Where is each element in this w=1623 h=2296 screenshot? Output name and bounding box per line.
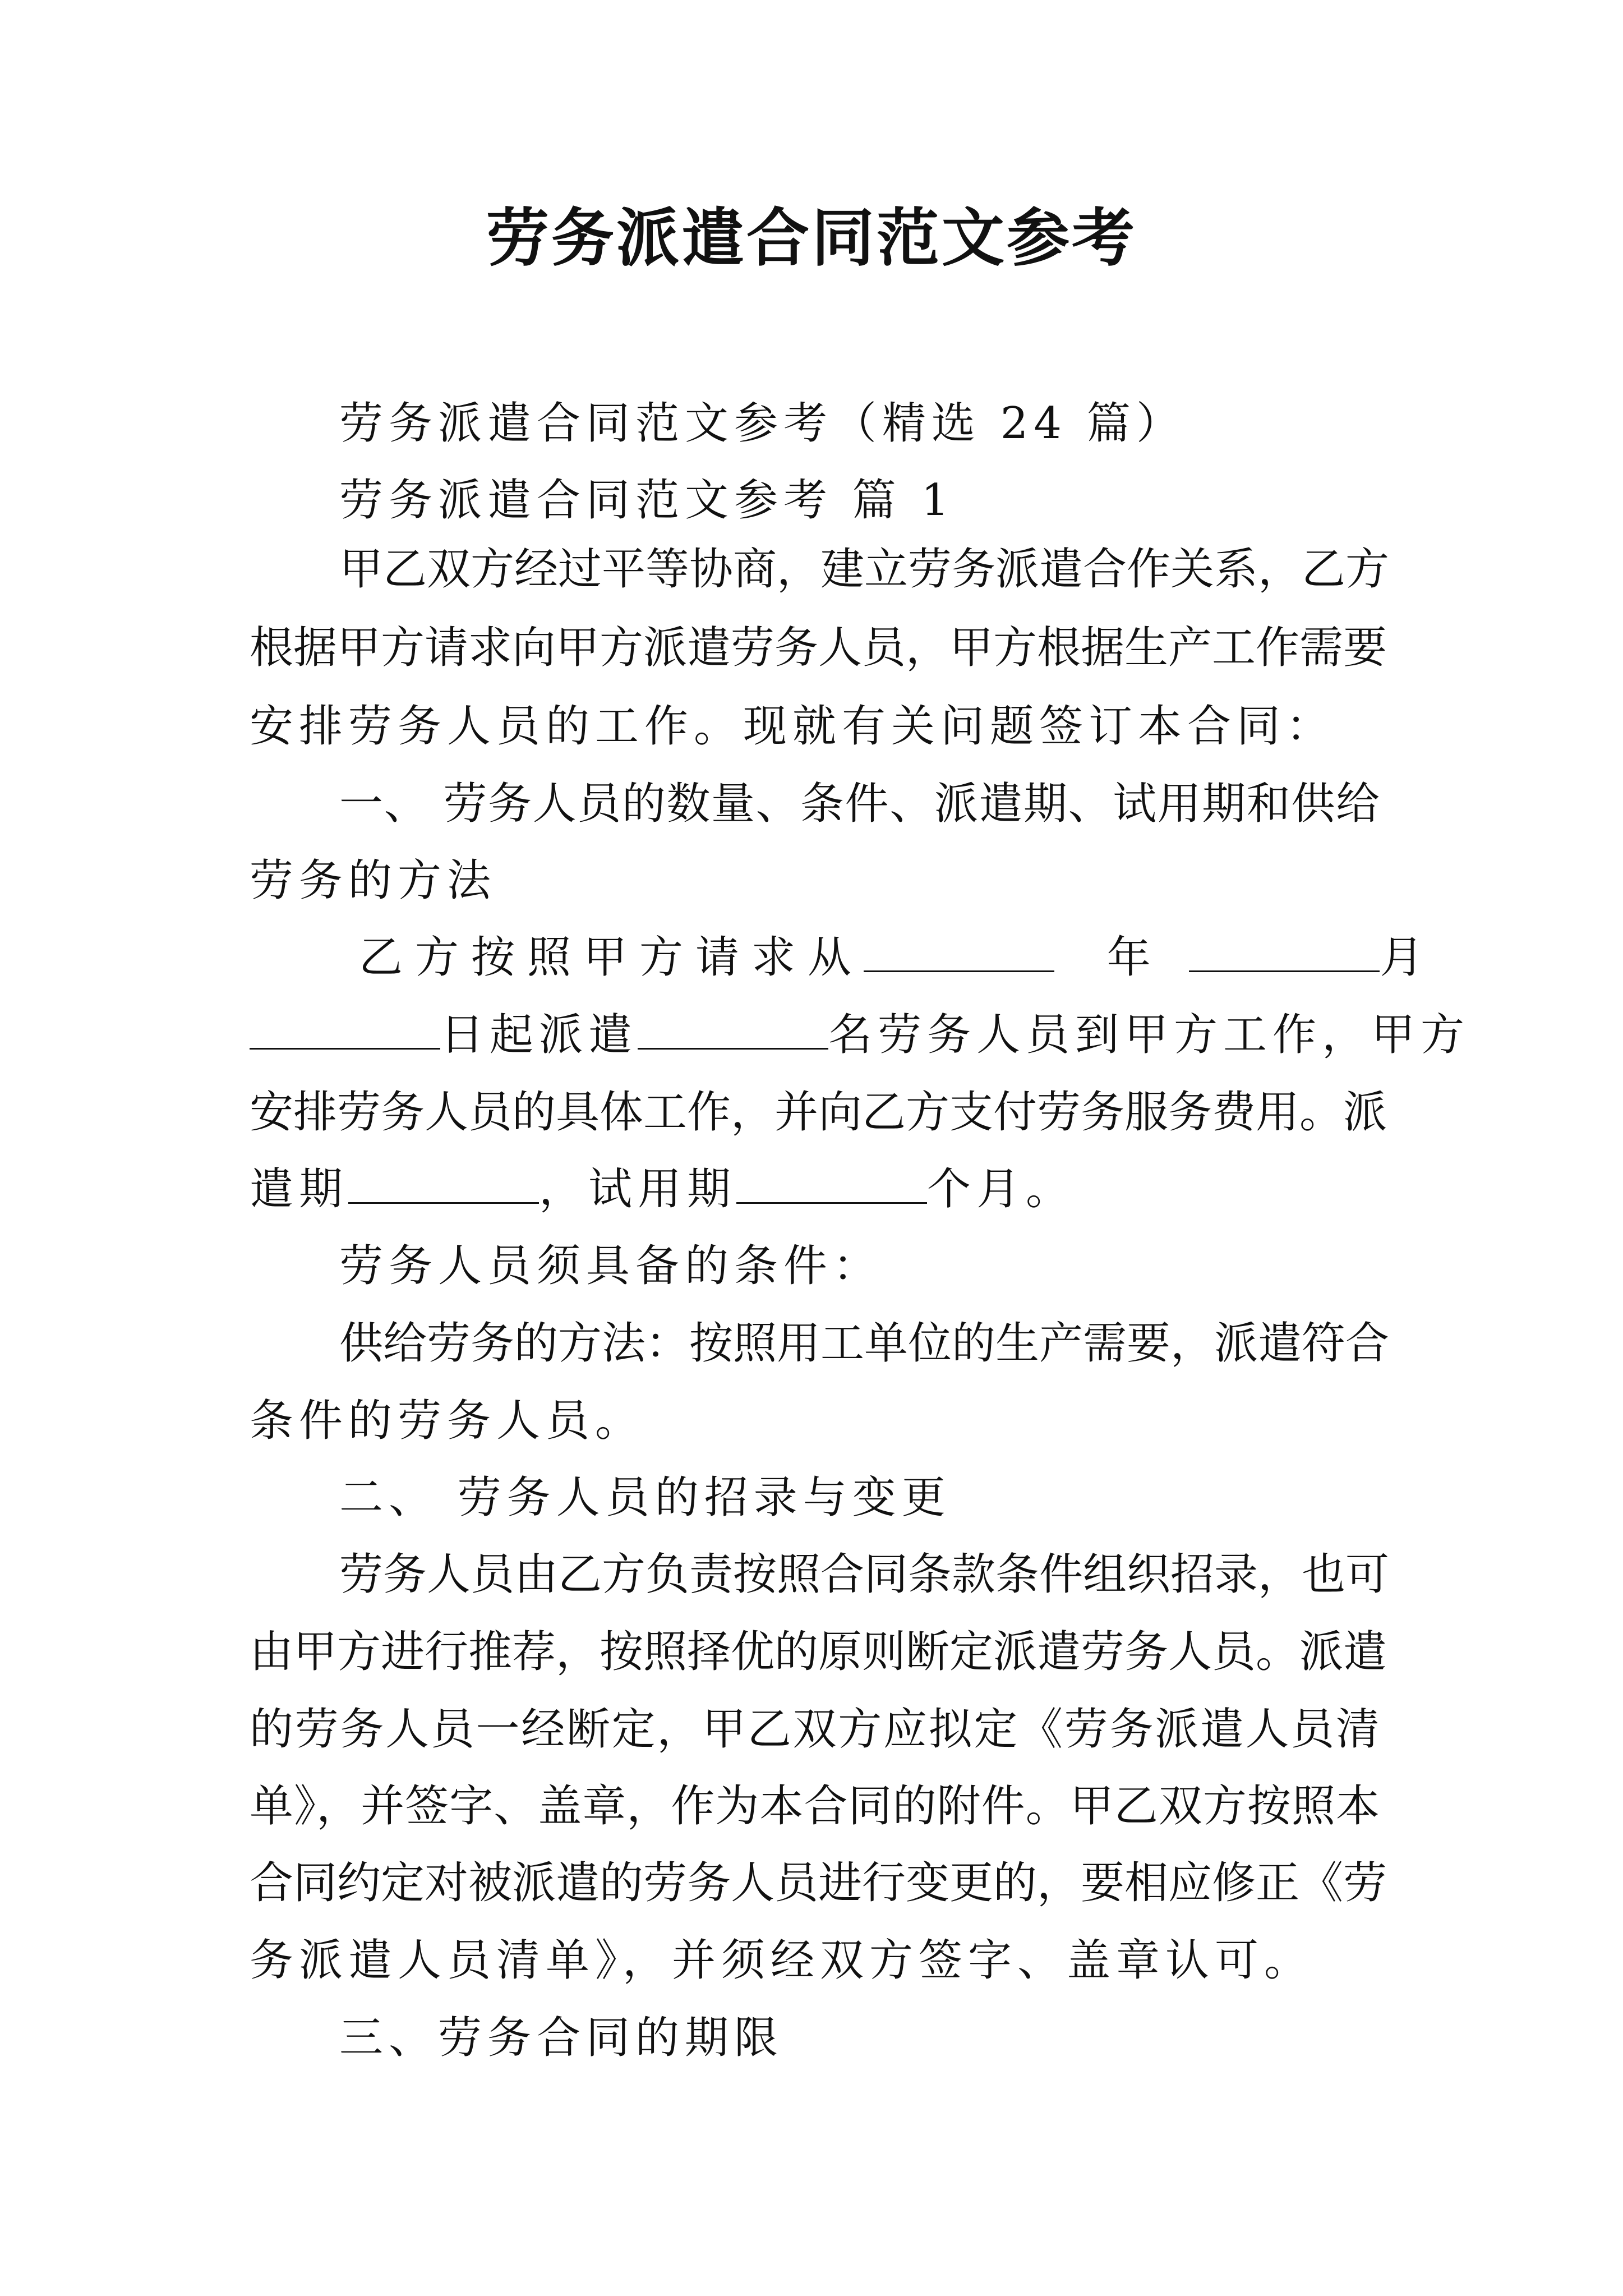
- paragraph-line: 单》，并签字、盖章，作为本合同的附件。甲乙双方按照本: [250, 1781, 1380, 1832]
- paragraph-line: 劳务人员须具备的条件：: [339, 1241, 883, 1291]
- fill-text: 日起派遣: [440, 1010, 638, 1060]
- paragraph-line: 安排劳务人员的具体工作，并向乙方支付劳务服务费用。派: [250, 1087, 1387, 1138]
- paragraph-line: 供给劳务的方法：按照用工单位的生产需要，派遣符合: [339, 1318, 1390, 1369]
- blank-count: [638, 1004, 828, 1050]
- paragraph-line: 务派遣人员清单》，并须经双方签字、盖章认可。: [250, 1935, 1314, 1986]
- section-heading: 劳务派遣合同范文参考 篇 1: [339, 475, 955, 526]
- fill-text: ，试用期: [539, 1164, 737, 1214]
- document-title: 劳务派遣合同范文参考: [486, 201, 1137, 275]
- paragraph-line: 条件的劳务人员。: [250, 1396, 645, 1446]
- fill-in-line: [250, 1004, 1470, 1066]
- blank-probation: [736, 1158, 927, 1204]
- paragraph-line: 劳务人员由乙方负责按照合同条款条件组织招录，也可: [339, 1549, 1390, 1600]
- fill-text: 遣期: [250, 1164, 349, 1214]
- blank-dispatch-period: [348, 1158, 539, 1204]
- paragraph-line: 合同约定对被派遣的劳务人员进行变更的，要相应修正《劳: [250, 1858, 1387, 1908]
- paragraph-line: 根据甲方请求向甲方派遣劳务人员，甲方根据生产工作需要: [250, 623, 1387, 673]
- fill-text: 月: [1380, 932, 1436, 983]
- fill-text: 个月。: [927, 1164, 1076, 1214]
- fill-text: 年: [1106, 932, 1163, 983]
- blank-year: [864, 927, 1054, 972]
- clause-heading: 二、 劳务人员的招录与变更: [339, 1473, 951, 1523]
- fill-in-line: [359, 927, 1436, 988]
- paragraph-line: 甲乙双方经过平等协商，建立劳务派遣合作关系，乙方: [339, 544, 1390, 595]
- blank-day: [250, 1004, 440, 1050]
- paragraph-line: 的劳务人员一经断定，甲乙双方应拟定《劳务派遣人员清: [250, 1704, 1380, 1755]
- paragraph-line: 由甲方进行推荐，按照择优的原则断定派遣劳务人员。派遣: [250, 1627, 1387, 1677]
- fill-text: 名劳务人员到甲方工作，甲方: [828, 1010, 1470, 1060]
- fill-in-line: [250, 1158, 1380, 1220]
- paragraph-line: 劳务的方法: [250, 855, 497, 906]
- blank-month: [1189, 927, 1380, 972]
- subtitle-line: 劳务派遣合同范文参考（精选 24 篇）: [339, 398, 1186, 449]
- clause-heading: 一、 劳务人员的数量、条件、派遣期、试用期和供给: [339, 779, 1380, 829]
- fill-text: 乙方按照甲方请求从: [359, 932, 864, 983]
- clause-heading: 三、劳务合同的期限: [339, 2013, 784, 2063]
- paragraph-line: 安排劳务人员的工作。现就有关问题签订本合同：: [250, 701, 1336, 752]
